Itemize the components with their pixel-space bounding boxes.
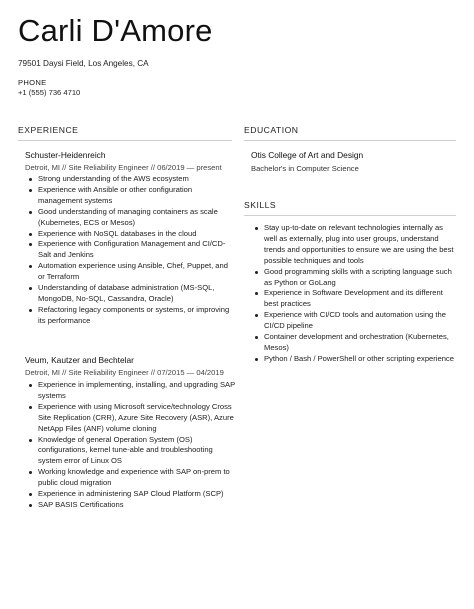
school-name: Otis College of Art and Design — [251, 150, 364, 160]
list-item: Refactoring legacy components or systems, or improving its performance — [25, 305, 230, 327]
list-item: Good understanding of managing containers as scale (Kubernetes, ECS or Mesos) — [25, 207, 230, 229]
list-item: Understanding of database administration (MS-SQL, MongoDB, No-SQL, Cassandra, Oracle) — [25, 283, 230, 305]
experience-heading: EXPERIENCE — [18, 125, 79, 135]
list-item: Experience in implementing, installing, and upgrading SAP systems — [25, 380, 235, 402]
list-item: Experience with Configuration Management and CI/CD- Salt and Jenkins — [25, 239, 230, 261]
list-item: Strong understanding of the AWS ecosystem — [25, 174, 230, 185]
phone-label: PHONE — [18, 78, 47, 87]
list-item: Experience in Software Development and its different best practices — [251, 288, 455, 310]
list-item: Container development and orchestration (Kubernetes, Mesos) — [251, 332, 455, 354]
list-item: Knowledge of general Operation System (OS) configurations, kernel tune-able and troubleshooting system error of Linux OS — [25, 435, 235, 468]
list-item: Automation experience using Ansible, Chef, Puppet, and or Terraform — [25, 261, 230, 283]
address: 79501 Daysi Field, Los Angeles, CA — [18, 59, 149, 68]
experience-divider — [18, 140, 232, 141]
list-item: Experience with Ansible or other configuration management systems — [25, 185, 230, 207]
candidate-name: Carli D'Amore — [18, 13, 213, 48]
skills-heading: SKILLS — [244, 200, 277, 210]
education-heading: EDUCATION — [244, 125, 299, 135]
skills-divider — [244, 215, 456, 216]
job-company: Veum, Kautzer and Bechtelar — [25, 355, 134, 365]
phone-number: +1 (555) 736 4710 — [18, 88, 81, 97]
list-item: Working knowledge and experience with SAP on-prem to public cloud migration — [25, 467, 235, 489]
list-item: Experience in administering SAP Cloud Platform (SCP) — [25, 489, 235, 500]
list-item: Experience with NoSQL databases in the cloud — [25, 229, 230, 240]
list-item: Experience with CI/CD tools and automation using the CI/CD pipeline — [251, 310, 455, 332]
job-company: Schuster-Heidenreich — [25, 150, 106, 160]
list-item: Stay up-to-date on relevant technologies internally as well as externally, plug into user groups, understand trends and opportunities to ensure we are using the best possible techniques and tools — [251, 223, 455, 267]
job-meta: Detroit, MI // Site Reliability Engineer // 07/2015 — 04/2019 — [25, 368, 224, 377]
list-item: SAP BASIS Certifications — [25, 500, 235, 511]
list-item: Experience with using Microsoft service/technology Cross Site Replication (CRR), Azure Site Recovery (ASR), Azure NetApp Files (ANF) volume cloning — [25, 402, 235, 435]
education-divider — [244, 140, 456, 141]
job-bullets — [25, 380, 235, 511]
degree: Bachelor's in Computer Science — [251, 164, 359, 173]
job-bullets — [25, 174, 230, 327]
job-meta: Detroit, MI // Site Reliability Engineer // 06/2019 — present — [25, 163, 222, 172]
skills-list — [251, 223, 455, 365]
list-item: Good programming skills with a scripting language such as Python or GoLang — [251, 267, 455, 289]
list-item: Python / Bash / PowerShell or other scripting experience — [251, 354, 455, 365]
